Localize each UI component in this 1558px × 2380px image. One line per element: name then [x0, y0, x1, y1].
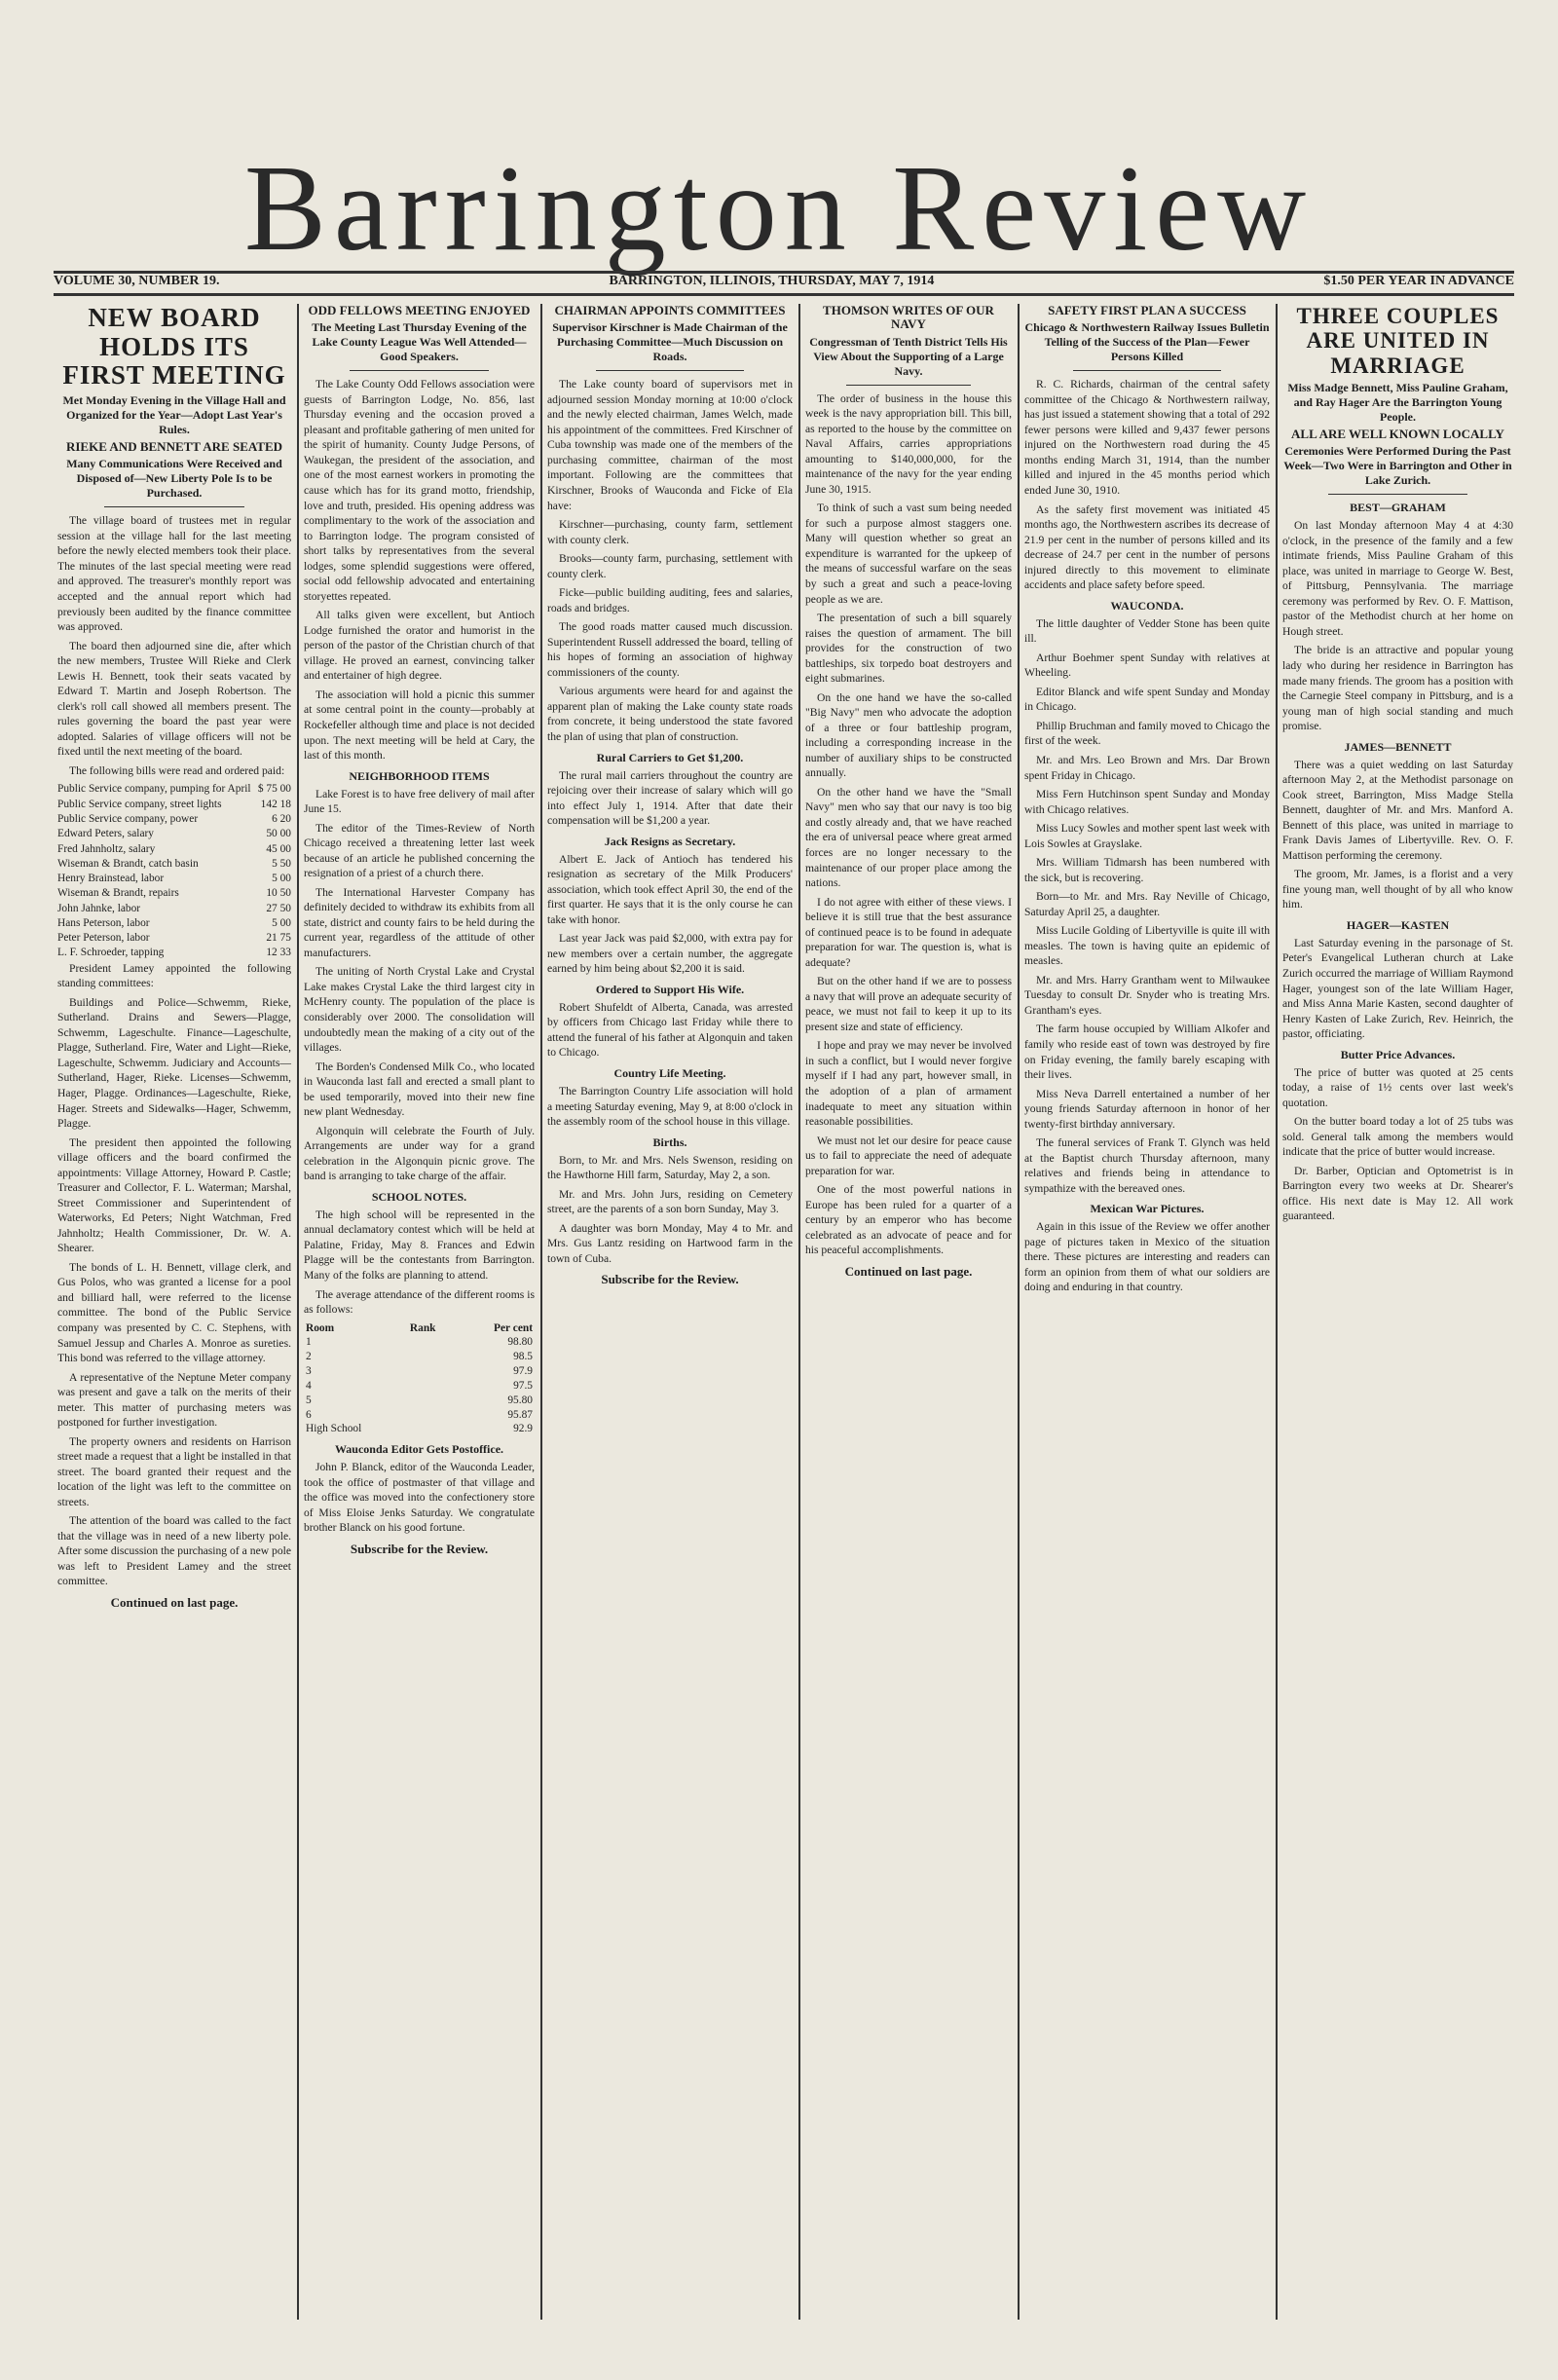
table-row: 2 98.5	[306, 1351, 533, 1363]
paragraph: The Lake County Odd Fellows association were guests of Barrington Lodge, No. 856, last Thursday evening and the occasion proved a pleasant and profitable gathering of men united for the spirit of humanity. County Judge Persons, of Waukegan, the president of the association, and one of the most earnest workers in promoting the cause which has for its grand motto, friendship, love and truth, presided. His opening address was complimentary to the work of the association and to Barrington lodge. The program consisted of short talks by representatives from the several lodges, some splendid suggestions were offered, social odd fellowship advocated and entertaining storyettes repeated.	[304, 378, 535, 603]
paragraph: The groom, Mr. James, is a florist and a very fine young man, well thought of by all who know him.	[1282, 868, 1513, 911]
paragraph: As the safety first movement was initiated 45 months ago, the Northwestern ascribes its decrease of 21.9 per cent in the number of persons killed and its decrease of 24.7 per cent in the number of persons injured directly to this movement to eliminate accidents and place safety before speed.	[1024, 502, 1270, 592]
continued-note: Continued on last page.	[844, 1263, 973, 1279]
column-rule	[540, 304, 542, 2320]
paragraph: Born, to Mr. and Mrs. Nels Swenson, residing on the Hawthorne Hill farm, Saturday, May 2, a son.	[547, 1153, 793, 1182]
paragraph: Editor Blanck and wife spent Sunday and Monday in Chicago.	[1024, 685, 1270, 714]
paragraph: The little daughter of Vedder Stone has been quite ill.	[1024, 616, 1270, 646]
paragraph: The bride is an attractive and popular young lady who during her residence in Barrington has made many friends. The groom has a position with the Carnegie Steel company in Pittsburg, and is a young man of high social standing and much promise.	[1282, 644, 1513, 733]
paragraph: To think of such a vast sum being needed for such a purpose almost staggers one. Many will question whether so great an expenditure is warranted for the upkeep of the means of successful warfare on the seas by such a great and such a peace-loving people as we are.	[805, 502, 1012, 606]
paragraph: R. C. Richards, chairman of the central safety committee of the Chicago & Northwestern railway, has just issued a statement showing that a total of 292 fewer persons were killed and 9,437 fewer persons injured on the Northwestern road during the 45 months ending March 31, 1914, than the number killed and injured in the 45 months period which ended June 30, 1910.	[1024, 378, 1270, 498]
paragraph: Algonquin will celebrate the Fourth of July. Arrangements are under way for a grand celebration in the Algonquin picnic grove. The band is arranging to take charge of the affair.	[304, 1124, 535, 1183]
section-heading: JAMES—BENNETT	[1344, 739, 1452, 754]
divider	[596, 370, 743, 371]
headline: THREE COUPLES ARE UNITED IN MARRIAGE	[1296, 304, 1500, 378]
paragraph: On the other hand we have the "Small Navy" men who say that our navy is too big and costly already and, that we have reached the era of universal peace where great armed forces are no longer necessary to the maintenance of our proper place among the nations.	[805, 785, 1012, 890]
bill-row: Wiseman & Brandt, repairs 10 50	[57, 887, 291, 900]
paragraph: The Lake county board of supervisors met in adjourned session Monday morning at 10:00 o'clock and the newly elected chairman, James Welch, made his appointment of the committees. Fred Kirschner of Cuba township was made one of the members of the purchasing committee, chairman of the most important. Following are the committees that Kirschner, Brooks of Wauconda and Ficke of Ela have:	[547, 378, 793, 512]
section-heading: Mexican War Pictures.	[1090, 1202, 1205, 1216]
paragraph: Various arguments were heard for and against the apparent plan of making the Lake county state roads from concrete, it being understood the state favored the plan of using that plan of construction.	[547, 685, 793, 743]
table-row: High School 92.9	[306, 1423, 533, 1435]
section-heading: BEST—GRAHAM	[1350, 501, 1446, 515]
continued-note: Continued on last page.	[110, 1595, 239, 1611]
bill-row: Edward Peters, salary 50 00	[57, 828, 291, 840]
paragraph: Dr. Barber, Optician and Optometrist is in Barrington every two weeks at Dr. Shearer's office. His next date is May 12. All work guaranteed.	[1282, 1164, 1513, 1223]
paragraph: Mr. and Mrs. John Jurs, residing on Cemetery street, are the parents of a son born Sunday, May 3.	[547, 1187, 793, 1216]
paragraph: On the butter board today a lot of 25 tubs was sold. General talk among the members would indicate that the price of butter would increase.	[1282, 1115, 1513, 1159]
dateline	[54, 274, 1514, 289]
paragraph: Miss Lucy Sowles and mother spent last week with Lois Sowles at Grayslake.	[1024, 822, 1270, 850]
paragraph: Phillip Bruchman and family moved to Chicago the first of the week.	[1024, 719, 1270, 748]
deck: Met Monday Evening in the Village Hall and Organized for the Year—Adopt Last Year's Rules.	[62, 393, 286, 437]
divider	[1073, 370, 1220, 371]
bills-list	[57, 782, 291, 960]
table-row: 5 95.80	[306, 1394, 533, 1406]
paragraph: The bonds of L. H. Bennett, village clerk, and Gus Polos, who was granted a license for a pool and billiard hall, were referred to the license committee. The bond of the Public Service company was presented by C. C. Stephens, with Samuel Jessup and Charles A. Monroe as sureties. This bond was referred to the village attorney.	[57, 1260, 291, 1365]
section-heading: Births.	[652, 1134, 687, 1149]
column-odd-fellows	[300, 302, 538, 2357]
divider	[350, 370, 488, 371]
section-heading: WAUCONDA.	[1110, 598, 1184, 613]
volume-number: VOLUME 30, NUMBER 19.	[54, 274, 220, 288]
section-heading: Ordered to Support His Wife.	[595, 982, 745, 996]
paragraph: The good roads matter caused much discussion. Superintendent Russell addressed the board, telling of his hopes of forming an association of highway commissioners of the county.	[547, 620, 793, 679]
section-heading: Rural Carriers to Get $1,200.	[596, 750, 744, 764]
paragraph: Born—to Mr. and Mrs. Ray Neville of Chicago, Saturday April 25, a daughter.	[1024, 890, 1270, 918]
headline: ODD FELLOWS MEETING ENJOYED	[308, 303, 531, 317]
paragraph: The order of business in the house this week is the navy appropriation bill. This bill, as reported to the house by the committee on Naval Affairs, carries appropriations amounting to $140,000,000, for the maintenance of the navy for the year ending June 30, 1915.	[805, 391, 1012, 496]
divider	[104, 506, 244, 507]
paragraph: A representative of the Neptune Meter company was present and gave a talk on the merits of their meter. This matter of purchasing meters was postponed for further investigation.	[57, 1370, 291, 1430]
bill-row: Fred Jahnholtz, salary 45 00	[57, 842, 291, 855]
paragraph: The Barrington Country Life association will hold a meeting Saturday evening, May 9, at 8:00 o'clock in the assembly room of the school house in this village.	[547, 1085, 793, 1129]
bottom-rule	[54, 293, 1514, 296]
paragraph: There was a quiet wedding on last Saturday afternoon May 2, at the Methodist parsonage on Cook street, Barrington, Miss Madge Stella Bennett, daughter of Mr. and Mrs. Manford A. Bennett of this place, was united in marriage to Frank Davis James of Libertyville. Rev. O. F. Mattison performing the ceremony.	[1282, 758, 1513, 862]
paragraph: Mr. and Mrs. Harry Grantham went to Milwaukee Tuesday to consult Dr. Snyder who is treating Mrs. Grantham's eyes.	[1024, 973, 1270, 1017]
paragraph: The rural mail carriers throughout the country are rejoicing over their increase of salary which will go into effect July 1, 1914. After that date their compensation will be $1,200 a year.	[547, 768, 793, 828]
section-heading: SCHOOL NOTES.	[371, 1189, 467, 1204]
subscribe-note: Subscribe for the Review.	[350, 1541, 489, 1556]
headline: SAFETY FIRST PLAN A SUCCESS	[1048, 303, 1246, 317]
bill-row: Public Service company, street lights 142 18	[57, 798, 291, 810]
table-row: 4 97.5	[306, 1379, 533, 1392]
paragraph: The association will hold a picnic this summer at some central point in the county—probably at Rockefeller although time and place is not decided upon. The next meeting will be held at Cary, the last of this month.	[304, 688, 535, 762]
subscribe-note: Subscribe for the Review.	[601, 1272, 739, 1287]
paragraph: The following bills were read and ordered paid:	[69, 763, 285, 777]
section-heading: Butter Price Advances.	[1340, 1047, 1456, 1061]
paragraph: Brooks—county farm, purchasing, settlement with county clerk.	[547, 552, 793, 580]
deck: The Meeting Last Thursday Evening of the Lake County League Was Well Attended—Good Speakers.	[312, 320, 527, 364]
bill-row: John Jahnke, labor 27 50	[57, 902, 291, 914]
paragraph: Robert Shufeldt of Alberta, Canada, was arrested by officers from Chicago last Friday while there to attend the funeral of his father at Algonquin and taken to Chicago.	[547, 1000, 793, 1060]
headline: NEW BOARD HOLDS ITS FIRST MEETING	[62, 303, 286, 390]
attendance-table	[304, 1321, 535, 1437]
paragraph: I do not agree with either of these views. I believe it is still true that the best assurance of continued peace is to be found in adequate preparation for war. The question is, what is adequate?	[805, 895, 1012, 969]
section-heading: HAGER—KASTEN	[1346, 917, 1450, 932]
paragraph: The Borden's Condensed Milk Co., who located in Wauconda last fall and erected a small plant to be used temporarily, moved into their new fine new plant Wednesday.	[304, 1060, 535, 1119]
paragraph: The property owners and residents on Harrison street made a request that a light be installed in that street. The board granted their request and the location of the light was left to the committee on streets.	[57, 1434, 291, 1508]
paragraph: Buildings and Police—Schwemm, Rieke, Sutherland. Drains and Sewers—Plagge, Schwemm, Lageschulte. Finance—Lageschulte, Plagge, Sutherland. Fire, Water and Light—Rieke, Lageschulte, Schwemm. Judiciary and Accounts—Sutherland, Hager, Rieke. Licenses—Schwemm, Hager, Plagge. Ordinances—Lageschulte, Rieke, Hager. Streets and Sidewalks—Hager, Schwemm, Plagge.	[57, 995, 291, 1131]
section-heading: Wauconda Editor Gets Postoffice.	[334, 1442, 504, 1457]
column-rule	[1276, 304, 1278, 2320]
paragraph: Miss Lucile Golding of Libertyville is quite ill with measles. The town is having quite an epidemic of measles.	[1024, 924, 1270, 968]
paragraph: Albert E. Jack of Antioch has tendered his resignation as secretary of the Milk Producers' association, which took effect April 30, the end of the first quarter. He says that it is the only course he can take with honor.	[547, 852, 793, 926]
paragraph: The president then appointed the following village officers and the board confirmed the appointments: Village Attorney, Howard P. Castle; Treasurer and Collector, F. L. Waterman; Marshal, Street Commissioner and Superintendent of Waterworks, Ed Peters; Night Watchman, Fred Jahnholtz; Health Commissioner, Dr. W. A. Shearer.	[57, 1135, 291, 1255]
section-heading: Jack Resigns as Secretary.	[604, 834, 736, 848]
paragraph: Miss Neva Darrell entertained a number of her young friends Saturday afternoon in honor of her twenty-first birthday anniversary.	[1024, 1087, 1270, 1131]
paragraph: But on the other hand if we are to possess a navy that will prove an adequate security of peace, we must not fail to keep it up to its present size and state of efficiency.	[805, 975, 1012, 1033]
paragraph: The average attendance of the different rooms is as follows:	[304, 1287, 535, 1317]
paragraph: We must not let our desire for peace cause us to fail to appreciate the need of adequate preparation for war.	[805, 1134, 1012, 1177]
bill-row: Hans Peterson, labor 5 00	[57, 916, 291, 929]
paragraph: Arthur Boehmer spent Sunday with relatives at Wheeling.	[1024, 651, 1270, 680]
paragraph: Again in this issue of the Review we offer another page of pictures taken in Mexico of the situation there. These pictures are interesting and readers can form an opinion from them of what our soldiers are doing and enduring in that country.	[1024, 1220, 1270, 1294]
paragraph: The funeral services of Frank T. Glynch was held at the Baptist church Thursday afternoon, many relatives and friends being in attendance to sympathize with the bereaved ones.	[1024, 1136, 1270, 1195]
column-marriages	[1279, 302, 1517, 2357]
bill-row: Henry Brainstead, labor 5 00	[57, 873, 291, 885]
subscription-price: $1.50 PER YEAR IN ADVANCE	[1323, 274, 1514, 288]
column-rule	[798, 304, 800, 2320]
paragraph: Mrs. William Tidmarsh has been numbered with the sick, but is recovering.	[1024, 856, 1270, 884]
subhead: RIEKE AND BENNETT ARE SEATED	[65, 439, 283, 455]
bill-row: Public Service company, pumping for April $ 75 00	[57, 783, 291, 796]
paragraph: On last Monday afternoon May 4 at 4:30 o'clock, in the presence of the family and a few intimate friends, Miss Pauline Graham of this place, was united in marriage to George W. Best, of Pittsburg, Pennsylvania. The marriage ceremony was performed by Rev. O. F. Mattison, pastor of the Methodist church at her home on Hough street.	[1282, 519, 1513, 638]
paragraph: The high school will be represented in the annual declamatory contest which will be held at Palatine, Friday, May 8. Frances and Edwin Plagge will be the contestants from Barrington. Many of the folks are planning to attend.	[304, 1208, 535, 1282]
deck: Ceremonies Were Performed During the Past Week—Two Were in Barrington and Other in Lake Zurich.	[1283, 444, 1512, 488]
section-heading: NEIGHBORHOOD ITEMS	[349, 768, 490, 783]
deck: Chicago & Northwestern Railway Issues Bulletin Telling of the Success of the Plan—Fewer Persons Killed	[1024, 320, 1270, 364]
paragraph: The uniting of North Crystal Lake and Crystal Lake makes Crystal Lake the third largest city in McHenry county. The population of the place is considerably over 2000. The consolidation will undoubtedly mean the making of a city out of the villages.	[304, 965, 535, 1055]
paragraph: Ficke—public building auditing, fees and salaries, roads and bridges.	[547, 586, 793, 614]
paragraph: Lake Forest is to have free delivery of mail after June 15.	[304, 787, 535, 816]
table-header: Room Rank Per cent	[306, 1321, 533, 1334]
bill-row: Public Service company, power 6 20	[57, 812, 291, 825]
table-row: 6 95.87	[306, 1408, 533, 1421]
column-supervisors	[543, 302, 797, 2357]
table-row: 3 97.9	[306, 1365, 533, 1378]
section-heading: Country Life Meeting.	[613, 1066, 726, 1081]
masthead-title: Barrington Review	[243, 141, 1315, 277]
divider	[1328, 494, 1466, 495]
paragraph: A daughter was born Monday, May 4 to Mr. and Mrs. Gus Lantz residing on Hartwood farm in the town of Cuba.	[547, 1221, 793, 1265]
headline: CHAIRMAN APPOINTS COMMITTEES	[554, 303, 786, 317]
paragraph: Mr. and Mrs. Leo Brown and Mrs. Dar Brown spent Friday in Chicago.	[1024, 753, 1270, 782]
paragraph: Last Saturday evening in the parsonage of St. Peter's Evangelical Lutheran church at Lake Zurich occurred the marriage of William Raymond Hager, youngest son of the late William Hager, and Miss Anna Marie Kasten, second daughter of Henry Kasten of Lake Zurich, Rev. Heinrich, the pastor, officiating.	[1282, 936, 1513, 1041]
deck: Miss Madge Bennett, Miss Pauline Graham, and Ray Hager Are the Barrington Young People.	[1287, 380, 1508, 424]
subhead: ALL ARE WELL KNOWN LOCALLY	[1291, 426, 1504, 441]
paragraph: President Lamey appointed the following standing committees:	[57, 961, 291, 990]
place-date: BARRINGTON, ILLINOIS, THURSDAY, MAY 7, 1914	[609, 274, 935, 288]
paragraph: Last year Jack was paid $2,000, with extra pay for new members over a certain number, the aggregate earned by him being about $2,200 it is said.	[547, 932, 793, 976]
column-rule	[1018, 304, 1020, 2320]
paragraph: The farm house occupied by William Alkofer and family who reside east of town was destroyed by fire on Friday evening, the family barely escaping with their lives.	[1024, 1023, 1270, 1082]
paragraph: The International Harvester Company has definitely decided to withdraw its exhibits from all state, district and county fairs to be held during the current year, regardless of the attitude of other manufacturers.	[304, 885, 535, 959]
paragraph: I hope and pray we may never be involved in such a conflict, but I would never forgive myself if I had any part, however small, in the adoption of a plan of armament inadequate to meet any situation within reasonable possibilities.	[805, 1039, 1012, 1129]
paragraph: The price of butter was quoted at 25 cents today, a raise of 1½ cents over last week's quotation.	[1282, 1065, 1513, 1109]
paragraph: The attention of the board was called to the fact that the village was in need of a new liberty pole. After some discussion the purchasing of a new pole was left to President Lamey and the street committee.	[57, 1514, 291, 1588]
deck: Supervisor Kirschner is Made Chairman of the Purchasing Committee—Much Discussion on Roads.	[552, 320, 788, 364]
headline: THOMSON WRITES OF OUR NAVY	[823, 303, 994, 332]
table-row: 1 98.80	[306, 1336, 533, 1349]
column-navy	[801, 302, 1016, 2357]
paragraph: The village board of trustees met in regular session at the village hall for the last meeting before the newly elected members took their place. The minutes of the last special meeting were read and approved. The treasurer's monthly report was accepted and the annual report which had previously been audited by the finance committee was approved.	[57, 514, 291, 634]
column-safety-first	[1020, 302, 1274, 2357]
paragraph: One of the most powerful nations in Europe has been ruled for a quarter of a century by an emperor who has become celebrated as an advocate of peace and for his peaceful accomplishments.	[805, 1183, 1012, 1257]
column-rule	[297, 304, 299, 2320]
paragraph: The editor of the Times-Review of North Chicago received a threatening letter last week because of an article he published concerning the resignation of a priest of a church there.	[304, 821, 535, 880]
bill-row: Peter Peterson, labor 21 75	[57, 932, 291, 945]
deck: Congressman of Tenth District Tells His View About the Supporting of a Large Navy.	[809, 334, 1008, 378]
bill-row: Wiseman & Brandt, catch basin 5 50	[57, 857, 291, 870]
paragraph: Miss Fern Hutchinson spent Sunday and Monday with Chicago relatives.	[1024, 788, 1270, 816]
divider	[846, 385, 970, 386]
paragraph: The presentation of such a bill squarely raises the question of armament. The bill provides for the construction of two battleships, six torpedo boat destroyers and eight submarines.	[805, 612, 1012, 686]
paragraph: On the one hand we have the so-called "Big Navy" men who advocate the adoption of a three or four battleship program, including a corresponding increase in the number of auxiliary ships to be constructed annually.	[805, 690, 1012, 780]
paragraph: John P. Blanck, editor of the Wauconda Leader, took the office of postmaster of that village and the office was moved into the confectionery store of Miss Eloise Jenks Saturday. We congratulate brother Blanck on his good fortune.	[304, 1461, 535, 1535]
deck: Many Communications Were Received and Disposed of—New Liberty Pole Is to be Purchased.	[66, 457, 282, 501]
paragraph: The board then adjourned sine die, after which the new members, Trustee Will Rieke and Clerk Lewis H. Bennett, took their seats vacated by Edward T. Martin and Joseph Robertson. The clerk's roll call showed all members present. The rules governing the board the past year were adopted. Salaries of village officers will not be fixed until the next meeting of the board.	[57, 639, 291, 759]
paragraph: Kirschner—purchasing, county farm, settlement with county clerk.	[547, 518, 793, 546]
column-board-meeting	[54, 302, 295, 2357]
paragraph: All talks given were excellent, but Antioch Lodge furnished the orator and humorist in the person of the pastor of the Christian church of that village. He proved an earnest, convincing talker and entertainer of high degree.	[304, 609, 535, 683]
bill-row: L. F. Schroeder, tapping 12 33	[57, 947, 291, 959]
